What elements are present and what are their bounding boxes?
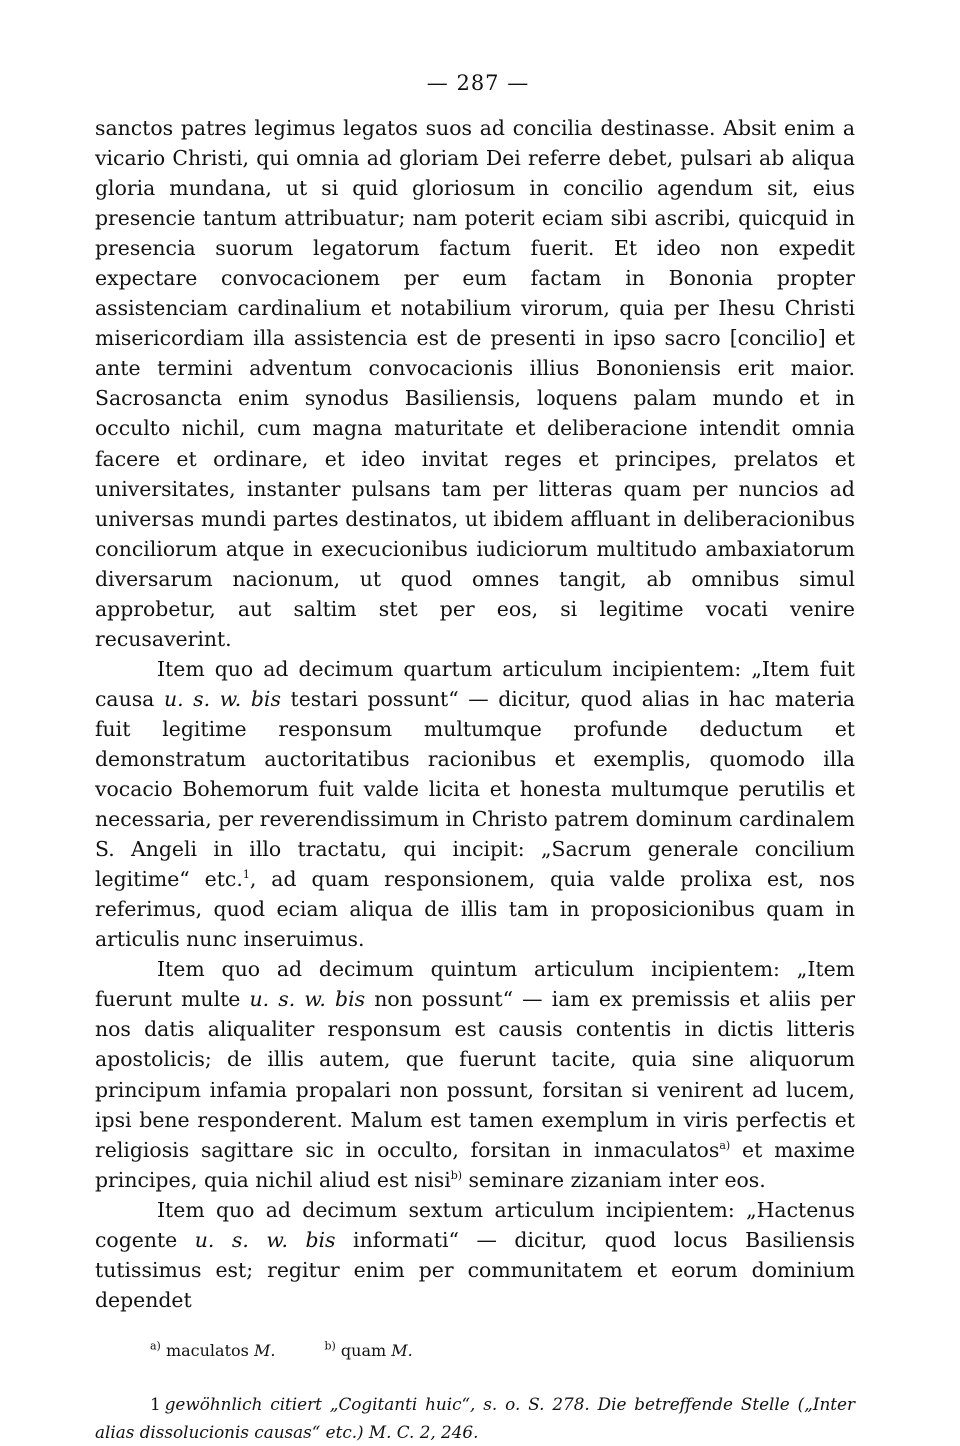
paragraph-4-text-b: informati“ — dicitur, quod locus Basiliensis tutissimus est; regitur enim per communitatem et eorum dominium dependet: [95, 1227, 855, 1312]
paragraph-4-abbrev: u. s. w. bis: [194, 1227, 336, 1252]
footnote-b-mark: b): [324, 1339, 336, 1353]
paragraph-4: [95, 1195, 855, 1315]
footnote-a-text: maculatos: [160, 1340, 254, 1360]
paragraph-3-text-d: seminare zizaniam inter eos.: [462, 1167, 766, 1192]
document-page: [95, 70, 855, 1446]
page-number: — 287 —: [426, 71, 530, 95]
paragraph-3-text-c: et maxime principes, quia nichil aliud est nisi: [95, 1137, 856, 1192]
footnote-ref-a[interactable]: a): [719, 1138, 731, 1152]
numbered-footnote-text: gewöhnlich citiert „Cogitanti huic“, s. o. S. 278. Die betreffende Stelle („Inter alias dissolucionis causas“ etc.) M. C. 2, 246.: [95, 1393, 855, 1442]
footnote-a-source: M.: [253, 1340, 276, 1360]
footnote-b: [325, 1340, 413, 1362]
paragraph-3-text-a: Item quo ad decimum quintum articulum incipientem: „Item fuerunt multe: [95, 957, 855, 1012]
paragraph-2-text-a: Item quo ad decimum quartum articulum incipientem: „Item fuit causa: [95, 656, 855, 711]
paragraph-4-text-a: Item quo ad decimum sextum articulum incipientem: „Hactenus cogente: [95, 1197, 855, 1252]
footnote-a-mark: a): [150, 1339, 161, 1353]
letter-footnotes: [95, 1340, 855, 1362]
footnote-b-text: quam: [335, 1340, 392, 1360]
footnote-ref-b[interactable]: b): [450, 1168, 463, 1182]
footnote-a: [150, 1340, 275, 1362]
body-text: [95, 113, 855, 1315]
footnote-b-source: M.: [391, 1340, 413, 1360]
paragraph-3-text-b: non possunt“ — iam ex premissis et aliis per nos datis aliqualiter responsum est causis contentis in dictis litteris apostolicis; de illis autem, que fuerunt tacite, quia sine aliquorum principum infamia propalari non possunt, forsitan si venirent ad lucem, ipsi bene responderent. Malum est tamen exemplum in viris perfectis et religiosis sagittare sic in occulto, forsitan in inmaculatos: [95, 987, 855, 1162]
footnote-ref-1[interactable]: 1: [242, 868, 250, 882]
paragraph-2-abbrev: u. s. w. bis: [163, 686, 281, 711]
numbered-footnote-mark: 1: [150, 1393, 161, 1414]
paragraph-2: [95, 654, 855, 954]
paragraph-1: sanctos patres legimus legatos suos ad concilia destinasse. Absit enim a vicario Christi, qui omnia ad gloriam Dei referre debet, pulsari ab aliqua gloria mundana, ut si quid gloriosum in concilio agendum sit, eius presencie tantum attribuatur; nam poterit eciam sibi ascribi, quicquid in presencia suorum legatorum factum fuerit. Et ideo non expedit expectare convocacionem per eum factam in Bononia propter assistenciam cardinalium et notabilium virorum, quia per Ihesu Christi misericordiam illa assistencia est de presenti in ipso sacro [concilio] et ante termini adventum convocacionis illius Bononiensis erit maior. Sacrosancta enim synodus Basiliensis, loquens palam mundo et in occulto nichil, cum magna maturitate et deliberacione intendit omnia facere et ordinare, et ideo invitat reges et principes, prelatos et universitates, instanter pulsans tam per litteras quam per nuncios ad universas mundi partes destinatos, ut ibidem affluant in deliberacionibus conciliorum atque in execucionibus iudiciorum multitudo ambaxiatorum diversarum nacionum, ut quod omnes tangit, ab omnibus simul approbetur, aut saltim stet per eos, si legitime vocati venire recusaverint.: [95, 116, 855, 651]
paragraph-3: [95, 954, 855, 1194]
paragraph-2-text-c: , ad quam responsionem, quia valde prolixa est, nos referimus, quod eciam aliqua de illis tam in proposicionibus quam in articulis nunc inseruimus.: [95, 867, 855, 952]
numbered-footnote: [95, 1390, 855, 1446]
paragraph-3-abbrev: u. s. w. bis: [249, 987, 366, 1012]
paragraph-2-text-b: testari possunt“ — dicitur, quod alias in hac materia fuit legitime responsum multumque profunde deductum et demonstratum auctoritatibus racionibus et exemplis, quomodo illa vocacio Bohemorum fuit valde licita et honesta multumque perutilis et necessaria, per reverendissimum in Christo patrem dominum cardinalem S. Angeli in illo tractatu, qui incipit: „Sacrum generale concilium legitime“ etc.: [95, 686, 856, 892]
